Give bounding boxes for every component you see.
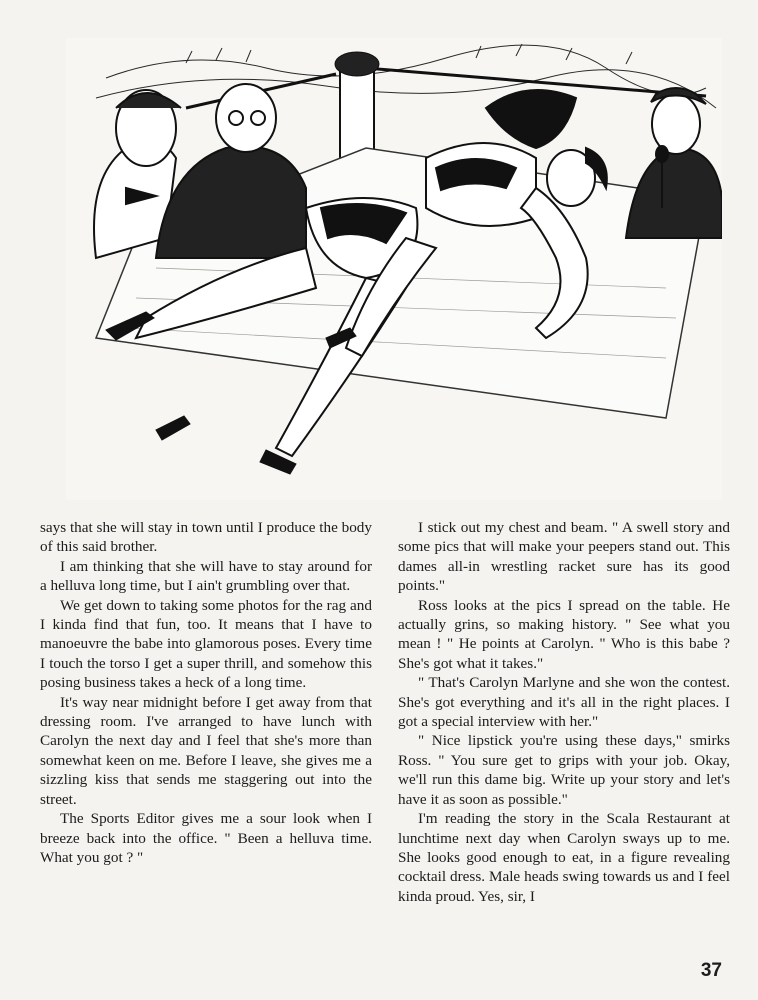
paragraph: It's way near midnight before I get away from that dressing room. I've arranged to have lunch with Carolyn the next day and I feel that she's more than somewhat keen on me. Before I leave, she gives me a sizzling kiss that sends me staggering out into the street. bbox=[40, 693, 372, 808]
paragraph: " Nice lipstick you're using these days," smirks Ross. " You sure get to grips with your job. Okay, we'll run this dame big. Write up your story and let's have it as soon as possible." bbox=[398, 732, 730, 808]
paragraph: The Sports Editor gives me a sour look when I breeze back into the office. " Been a helluva time. What you got ? " bbox=[40, 810, 372, 866]
paragraph: Ross looks at the pics I spread on the table. He actually grins, so making history. " See what you mean ! " He points at Carolyn. " Who is this babe ? She's got what it takes." bbox=[398, 596, 730, 672]
paragraph: I stick out my chest and beam. " A swell story and some pics that will make your peepers stand out. This dames all-in wrestling racket sure has its good points." bbox=[398, 519, 730, 595]
paragraph: says that she will stay in town until I produce the body of this said brother. bbox=[40, 519, 372, 556]
article-left-column bbox=[40, 518, 372, 867]
paragraph: I am thinking that she will have to stay around for a helluva long time, but I ain't grumbling over that. bbox=[40, 557, 372, 595]
paragraph: I'm reading the story in the Scala Restaurant at lunchtime next day when Carolyn sways up to me. She looks good enough to eat, in a figure revealing cocktail dress. Male heads swing towards us and I feel kinda proud. Yes, sir, I bbox=[398, 810, 730, 905]
paragraph: We get down to taking some photos for the rag and I kinda find that fun, too. It means that I have to manoeuvre the babe into glamorous poses. Every time I touch the torso I get a super thrill, and somehow this posing business takes a heck of a long time. bbox=[40, 596, 372, 692]
wrestling-ring-illustration-icon bbox=[66, 38, 722, 500]
page-number: 37 bbox=[700, 960, 722, 981]
paragraph: " That's Carolyn Marlyne and she won the contest. She's got everything and it's all in the right places. I got a special interview with her." bbox=[398, 674, 730, 731]
article-right-column bbox=[398, 518, 730, 906]
